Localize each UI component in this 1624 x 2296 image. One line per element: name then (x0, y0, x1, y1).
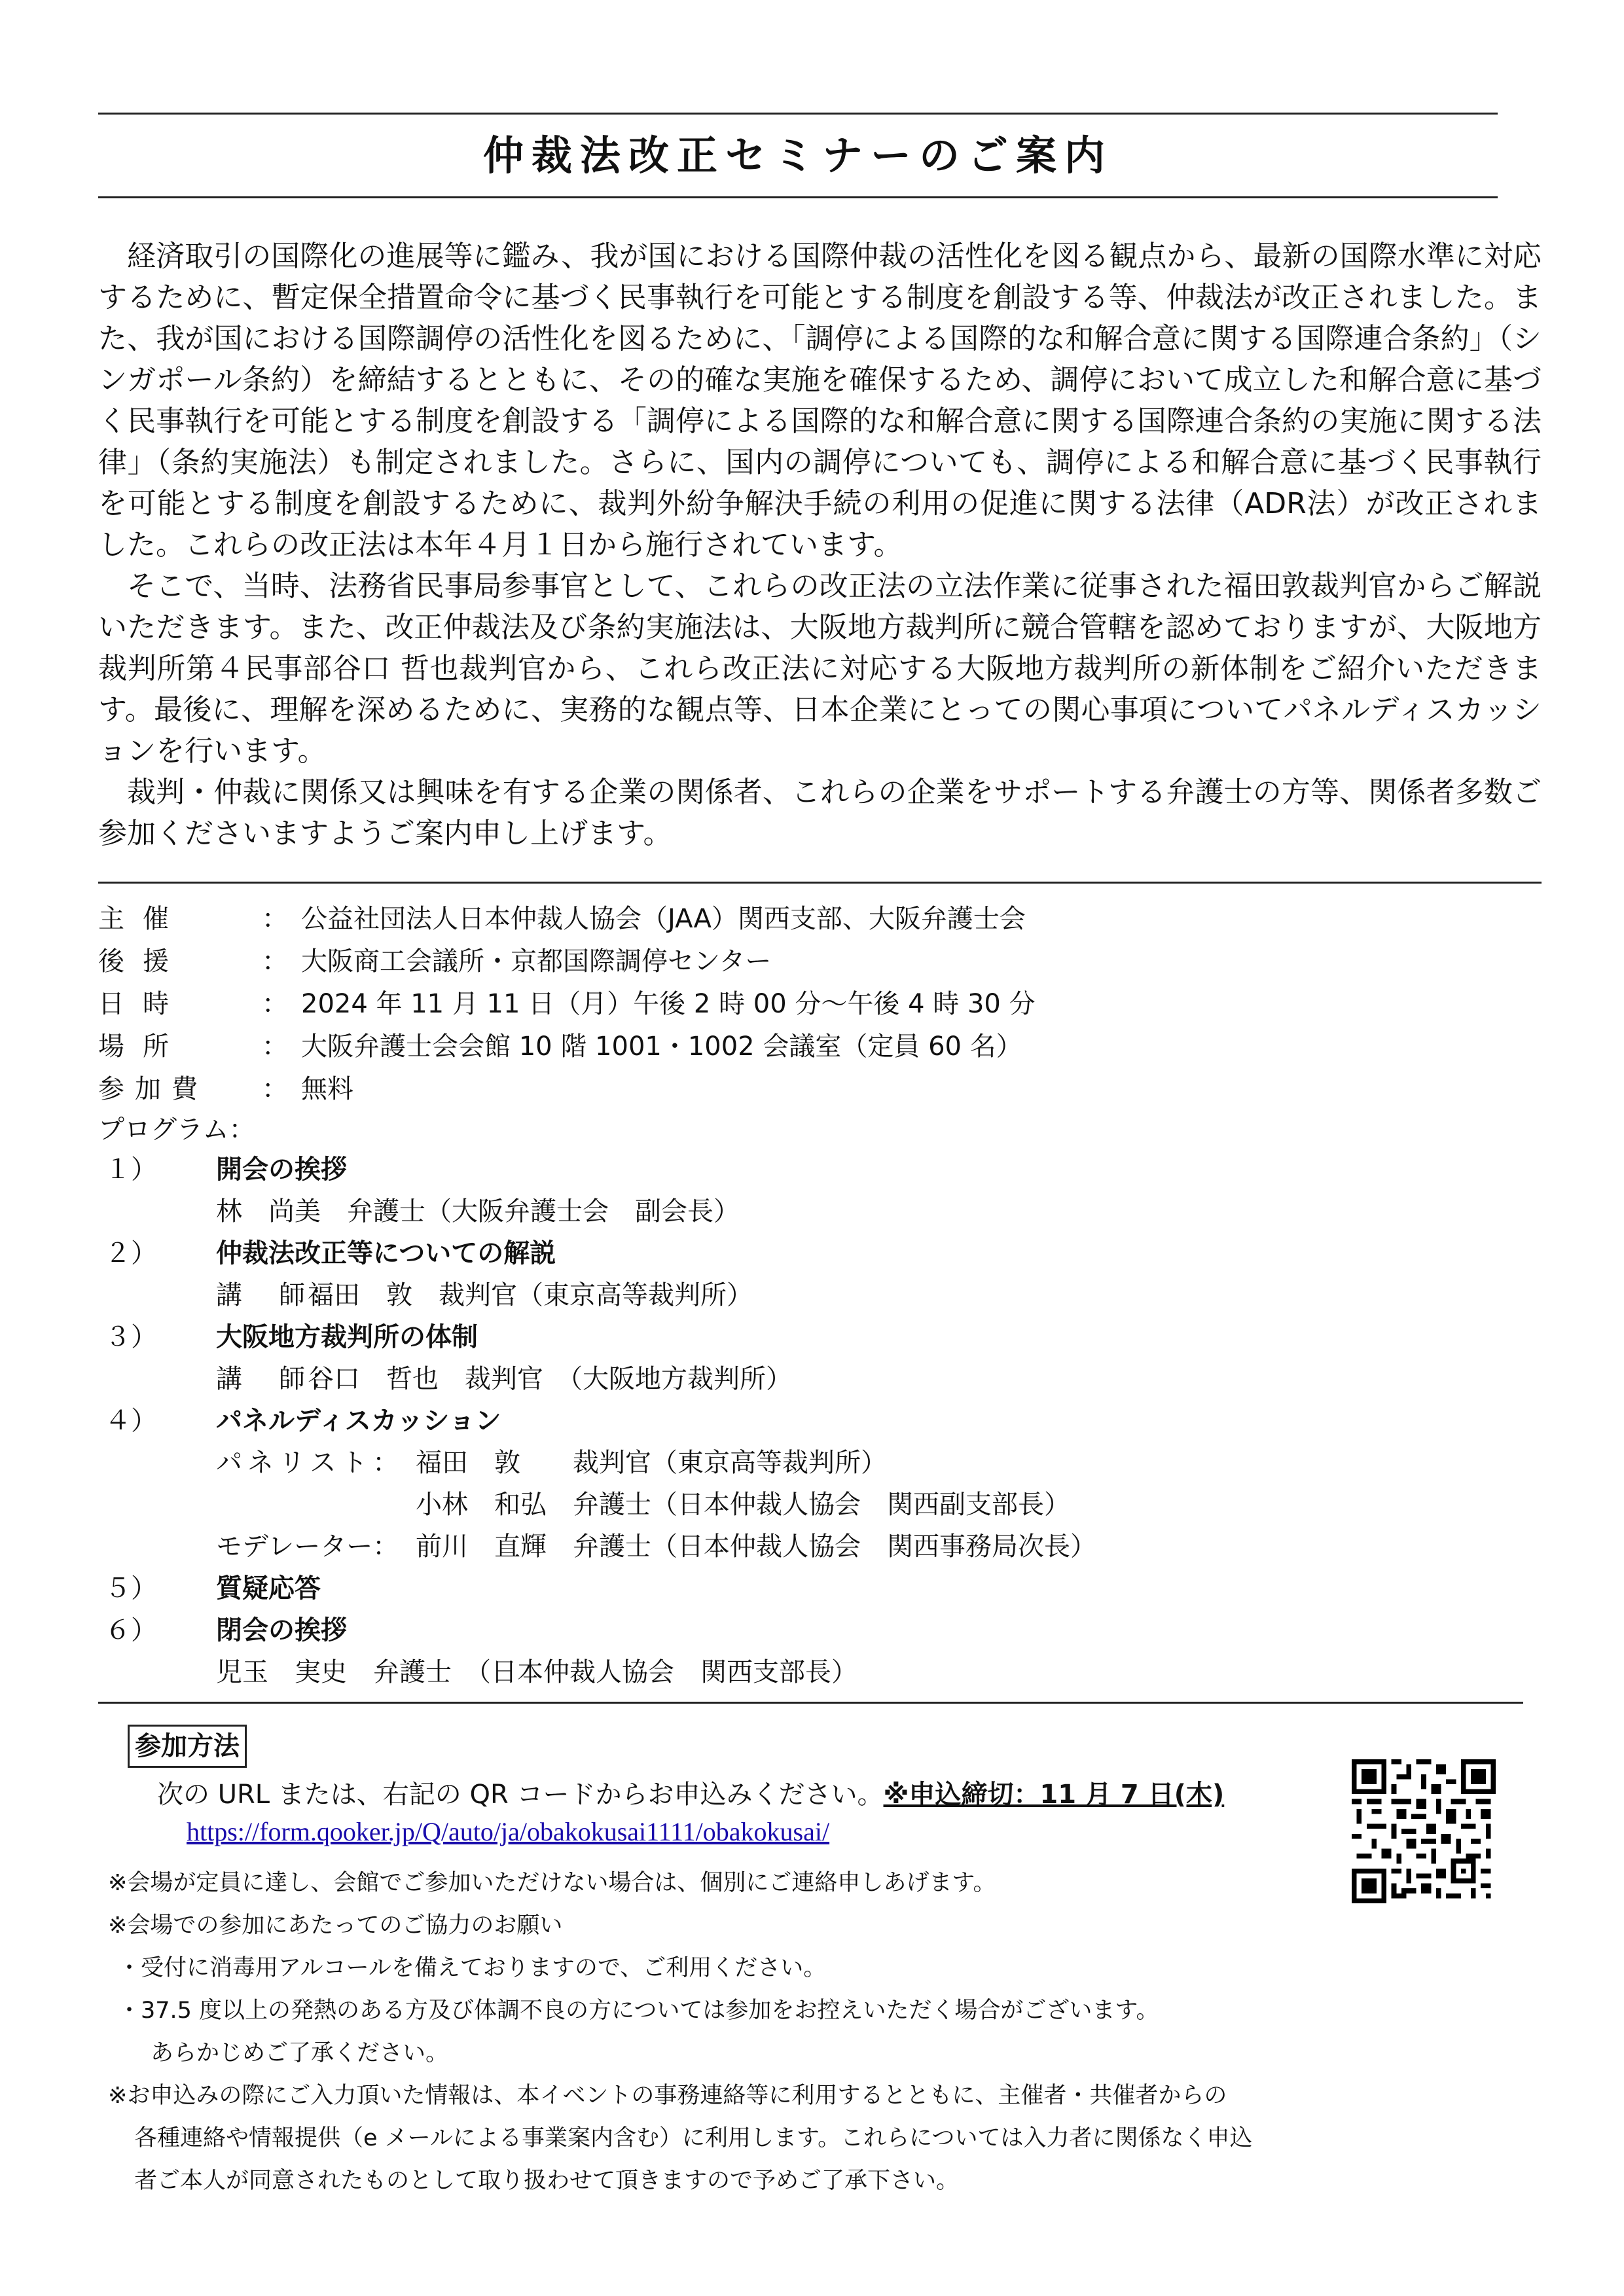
program-number: ２） (105, 1238, 157, 1268)
program-item (98, 1609, 1542, 1651)
section-rule (98, 882, 1542, 884)
datetime-value: 2024 年 11 月 11 日（月）午後 2 時 00 分～午後 4 時 30 分 (301, 989, 1036, 1019)
program-title: 閉会の挨拶 (216, 1615, 347, 1645)
moderator-line: 前川 直輝 弁護士（日本仲裁人協会 関西事務局次長） (416, 1532, 1096, 1562)
program-label: プログラム： (98, 1115, 255, 1145)
datetime-label: 日時 (98, 989, 187, 1019)
note-line: ※会場での参加にあたってのご協力のお願い (108, 1912, 563, 1939)
program-number: １） (105, 1155, 157, 1185)
program-number: ６） (105, 1615, 157, 1645)
program-item (98, 1316, 1542, 1358)
program-detail (98, 1526, 1542, 1568)
lecturer-label: 講 師： (216, 1280, 342, 1310)
program-detail (98, 1651, 1542, 1693)
support-value: 大阪商工会議所・京都国際調停センター (301, 946, 772, 977)
moderator-label: モデレーター： (216, 1532, 399, 1562)
program-detail (98, 1358, 1542, 1400)
venue-value: 大阪弁護士会会館 10 階 1001・1002 会議室（定員 60 名） (301, 1031, 1022, 1062)
speaker-line: 児玉 実史 弁護士 （日本仲裁人協会 関西支部長） (216, 1657, 857, 1687)
program-item (98, 1232, 1542, 1274)
notes-section (108, 1862, 1417, 2202)
organizer-row (98, 898, 1542, 941)
speaker-line: 福田 敦 裁判官（東京高等裁判所） (308, 1280, 753, 1310)
venue-row (98, 1026, 1542, 1068)
lecturer-label: 講 師： (216, 1364, 342, 1394)
apply-instructions (157, 1774, 1224, 1811)
program-number: ４） (105, 1406, 157, 1436)
intro-paragraph-1: 経済取引の国際化の進展等に鑑み、我が国における国際仲裁の活性化を図る観点から、最新の国際水準に対応するために、暫定保全措置命令に基づく民事執行を可能とする制度を創設する等、仲裁法が改正されました。また、我が国における国際調停の活性化を図るために、「調停による国際的な和解合意に関する国際連合条約」（シンガポール条約）を締結するとともに、その的確な実施を確保するため、調停において成立した和解合意に基づく民事執行を可能とする制度を創設する「調停による国際的な和解合意に関する国際連合条約の実施に関する法律」（条約実施法）も制定されました。さらに、国内の調停についても、調停による和解合意に基づく民事執行を可能とする制度を創設するために、裁判外紛争解決手続の利用の促進に関する法律（ADR法）が改正されました。これらの改正法は本年４月１日から施行されています。 (98, 240, 1542, 562)
registration-link[interactable]: https://form.qooker.jp/Q/auto/ja/obakokusai1111/obakokusai/ (187, 1817, 830, 1846)
program-title: 仲裁法改正等についての解説 (216, 1238, 556, 1268)
title-rule (98, 196, 1498, 198)
colon: ： (262, 1074, 288, 1104)
speaker-line: 谷口 哲也 裁判官 （大阪地方裁判所） (308, 1364, 792, 1394)
apply-text: 次の URL または、右記の QR コードからお申込みください。 (157, 1780, 884, 1810)
panelist-line: 福田 敦 裁判官（東京高等裁判所） (416, 1448, 887, 1478)
intro-paragraph-2: そこで、当時、法務省民事局参事官として、これらの改正法の立法作業に従事された福田敦裁判官からご解説いただきます。また、改正仲裁法及び条約実施法は、大阪地方裁判所に競合管轄を認めておりますが、大阪地方裁判所第４民事部谷口 哲也裁判官から、これら改正法に対応する大阪地方裁判所の新体制をご紹介いただきます。最後に、理解を深めるために、実務的な観点等、日本企業にとっての関心事項についてパネルディスカッションを行います。 (98, 569, 1542, 768)
program-title: 開会の挨拶 (216, 1155, 347, 1185)
apply-label: 参加方法 (128, 1725, 247, 1768)
organizer-label: 主催 (98, 904, 187, 934)
note-line: ※会場が定員に達し、会館でご参加いただけない場合は、個別にご連絡申しあげます。 (108, 1870, 996, 1896)
note-line: 各種連絡や情報提供（e メールによる事業案内含む）に利用します。これらについては入力者に関係なく申込 (134, 2125, 1253, 2151)
panelist-label: パネリスト： (216, 1448, 405, 1478)
program-number: ５） (105, 1573, 157, 1604)
event-info (98, 898, 1542, 1693)
program-title: パネルディスカッション (216, 1406, 501, 1436)
colon: ： (262, 989, 288, 1019)
organizer-value: 公益社団法人日本仲裁人協会（JAA）関西支部、大阪弁護士会 (301, 904, 1026, 934)
program-title: 大阪地方裁判所の体制 (216, 1322, 478, 1352)
datetime-row (98, 983, 1542, 1026)
support-label: 後援 (98, 946, 187, 977)
intro-section (98, 236, 1542, 854)
support-row (98, 941, 1542, 983)
fee-label: 参加費 (98, 1074, 208, 1104)
program-item (98, 1568, 1542, 1609)
program-detail (98, 1442, 1542, 1484)
note-line: ※お申込みの際にご入力頂いた情報は、本イベントの事務連絡等に利用するとともに、主催者・共催者からの (108, 2083, 1227, 2109)
program-detail (98, 1191, 1542, 1232)
colon: ： (262, 1031, 288, 1062)
program-number: ３） (105, 1322, 157, 1352)
program-item (98, 1149, 1542, 1191)
intro-paragraph-3: 裁判・仲裁に関係又は興味を有する企業の関係者、これらの企業をサポートする弁護士の方等、関係者多数ご参加くださいますようご案内申し上げます。 (98, 776, 1542, 850)
note-line: ・37.5 度以上の発熱のある方及び体調不良の方については参加をお控えいただく場合がございます。 (118, 1998, 1159, 2024)
program-list (98, 1149, 1542, 1693)
top-rule (98, 113, 1498, 115)
program-item (98, 1400, 1542, 1442)
speaker-line: 林 尚美 弁護士（大阪弁護士会 副会長） (216, 1196, 740, 1227)
note-line: あらかじめご了承ください。 (151, 2040, 449, 2066)
note-line: ・受付に消毒用アルコールを備えておりますので、ご利用ください。 (118, 1955, 827, 1981)
fee-value: 無料 (301, 1074, 353, 1104)
colon: ： (262, 904, 288, 934)
panelist-line: 小林 和弘 弁護士（日本仲裁人協会 関西副支部長） (416, 1490, 1070, 1520)
program-detail (98, 1484, 1542, 1526)
fee-row (98, 1068, 1542, 1111)
program-title: 質疑応答 (216, 1573, 321, 1604)
deadline-text: ※申込締切：11 月 7 日(木) (883, 1780, 1225, 1810)
note-line: 者ご本人が同意されたものとして取り扱わせて頂きますので予めご了承下さい。 (134, 2168, 960, 2194)
bottom-rule (98, 1702, 1523, 1704)
page-title: 仲裁法改正セミナーのご案内 (482, 132, 1113, 179)
program-detail (98, 1274, 1542, 1316)
colon: ： (262, 946, 288, 977)
venue-label: 場所 (98, 1031, 187, 1062)
